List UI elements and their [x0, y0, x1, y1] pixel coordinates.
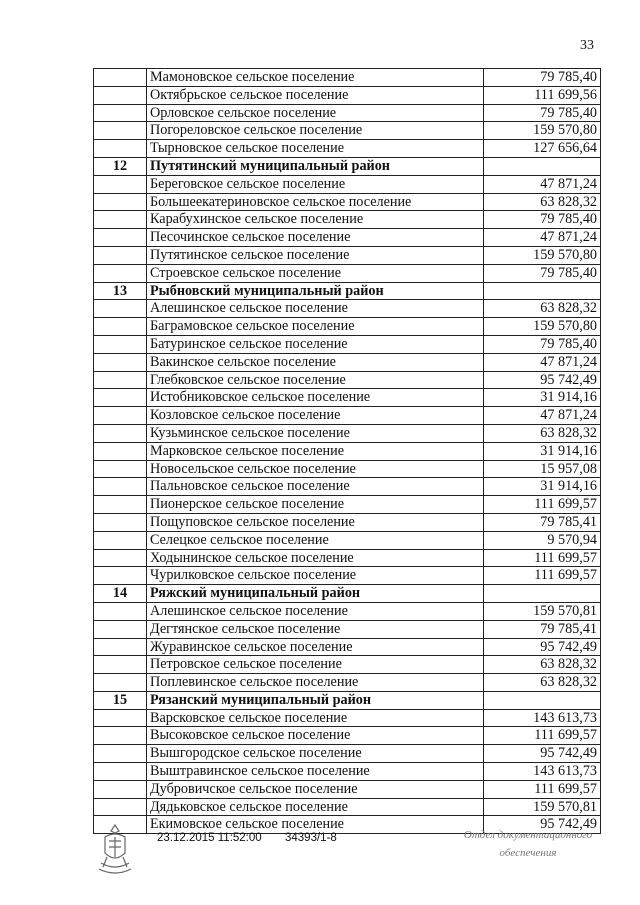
- row-name: Выштравинское сельское поселение: [147, 763, 484, 781]
- row-name: Пионерское сельское поселение: [147, 496, 484, 514]
- row-value: 79 785,40: [484, 264, 601, 282]
- row-name: Новосельское сельское поселение: [147, 460, 484, 478]
- row-value: 47 871,24: [484, 175, 601, 193]
- row-name: Высоковское сельское поселение: [147, 727, 484, 745]
- row-name: Мамоновское сельское поселение: [147, 69, 484, 87]
- row-name: Поплевинское сельское поселение: [147, 674, 484, 692]
- row-value: [484, 691, 601, 709]
- row-value: 111 699,57: [484, 567, 601, 585]
- page-footer: [95, 823, 615, 883]
- row-name: Тырновское сельское поселение: [147, 140, 484, 158]
- settlement-row: [94, 727, 601, 745]
- settlement-row: [94, 335, 601, 353]
- row-value: 159 570,80: [484, 318, 601, 336]
- settlement-row: [94, 531, 601, 549]
- row-value: 159 570,81: [484, 798, 601, 816]
- row-number: 12: [94, 157, 147, 175]
- row-name: Алешинское сельское поселение: [147, 602, 484, 620]
- settlement-row: [94, 371, 601, 389]
- row-name: Баграмовское сельское поселение: [147, 318, 484, 336]
- row-name: Ряжский муниципальный район: [147, 585, 484, 603]
- row-number: [94, 140, 147, 158]
- row-number: [94, 389, 147, 407]
- row-value: 143 613,73: [484, 763, 601, 781]
- row-number: [94, 300, 147, 318]
- row-name: Дубровичское сельское поселение: [147, 780, 484, 798]
- row-value: 31 914,16: [484, 389, 601, 407]
- table-body: [94, 69, 601, 834]
- row-name: Песочинское сельское поселение: [147, 229, 484, 247]
- district-row: [94, 585, 601, 603]
- row-value: 111 699,57: [484, 496, 601, 514]
- row-number: [94, 104, 147, 122]
- settlement-row: [94, 674, 601, 692]
- settlement-row: [94, 460, 601, 478]
- row-value: 63 828,32: [484, 193, 601, 211]
- row-number: [94, 513, 147, 531]
- row-number: [94, 193, 147, 211]
- row-number: 15: [94, 691, 147, 709]
- row-name: Дегтянское сельское поселение: [147, 620, 484, 638]
- row-value: 47 871,24: [484, 353, 601, 371]
- row-number: [94, 478, 147, 496]
- row-number: [94, 229, 147, 247]
- settlement-row: [94, 86, 601, 104]
- row-number: [94, 727, 147, 745]
- row-name: Карабухинское сельское поселение: [147, 211, 484, 229]
- row-name: Селецкое сельское поселение: [147, 531, 484, 549]
- row-name: Октябрьское сельское поселение: [147, 86, 484, 104]
- timestamp: 23.12.2015 11:52:00: [157, 832, 262, 844]
- settlement-row: [94, 69, 601, 87]
- row-number: [94, 460, 147, 478]
- row-number: [94, 86, 147, 104]
- row-name: Журавинское сельское поселение: [147, 638, 484, 656]
- settlement-row: [94, 407, 601, 425]
- row-value: 159 570,80: [484, 122, 601, 140]
- row-number: [94, 353, 147, 371]
- settlement-row: [94, 780, 601, 798]
- row-name: Строевское сельское поселение: [147, 264, 484, 282]
- settlement-row: [94, 122, 601, 140]
- row-name: Большеекатериновское сельское поселение: [147, 193, 484, 211]
- row-number: [94, 674, 147, 692]
- row-name: Рыбновский муниципальный район: [147, 282, 484, 300]
- row-value: 31 914,16: [484, 442, 601, 460]
- row-name: Береговское сельское поселение: [147, 175, 484, 193]
- settlement-row: [94, 353, 601, 371]
- row-number: [94, 496, 147, 514]
- row-name: Ходынинское сельское поселение: [147, 549, 484, 567]
- row-number: [94, 264, 147, 282]
- allocation-table: [93, 68, 601, 834]
- row-value: 9 570,94: [484, 531, 601, 549]
- row-number: [94, 638, 147, 656]
- department-line-1: Отдел документационного: [463, 829, 593, 841]
- row-number: [94, 335, 147, 353]
- row-number: 13: [94, 282, 147, 300]
- settlement-row: [94, 211, 601, 229]
- row-number: [94, 780, 147, 798]
- settlement-row: [94, 424, 601, 442]
- district-row: [94, 282, 601, 300]
- row-name: Марковское сельское поселение: [147, 442, 484, 460]
- row-value: 95 742,49: [484, 745, 601, 763]
- settlement-row: [94, 798, 601, 816]
- row-name: Глебковское сельское поселение: [147, 371, 484, 389]
- row-value: 143 613,73: [484, 709, 601, 727]
- row-number: [94, 531, 147, 549]
- row-name: Рязанский муниципальный район: [147, 691, 484, 709]
- department-line-2: обеспечения: [499, 847, 557, 859]
- settlement-row: [94, 567, 601, 585]
- settlement-row: [94, 300, 601, 318]
- row-number: [94, 602, 147, 620]
- settlement-row: [94, 602, 601, 620]
- row-value: 95 742,49: [484, 638, 601, 656]
- row-value: 111 699,56: [484, 86, 601, 104]
- row-name: Варсковское сельское поселение: [147, 709, 484, 727]
- settlement-row: [94, 549, 601, 567]
- row-number: [94, 549, 147, 567]
- settlement-row: [94, 442, 601, 460]
- row-name: Погореловское сельское поселение: [147, 122, 484, 140]
- row-name: Истобниковское сельское поселение: [147, 389, 484, 407]
- row-number: [94, 69, 147, 87]
- row-name: Орловское сельское поселение: [147, 104, 484, 122]
- row-value: 159 570,81: [484, 602, 601, 620]
- department-stamp: [453, 826, 603, 862]
- row-name: Екимовское сельское поселение: [147, 816, 484, 834]
- row-value: 111 699,57: [484, 727, 601, 745]
- row-number: [94, 246, 147, 264]
- row-value: 63 828,32: [484, 656, 601, 674]
- settlement-row: [94, 264, 601, 282]
- row-value: 79 785,40: [484, 104, 601, 122]
- row-value: 127 656,64: [484, 140, 601, 158]
- settlement-row: [94, 513, 601, 531]
- settlement-row: [94, 175, 601, 193]
- row-number: [94, 318, 147, 336]
- row-value: 159 570,80: [484, 246, 601, 264]
- settlement-row: [94, 318, 601, 336]
- row-number: [94, 371, 147, 389]
- row-value: 79 785,40: [484, 211, 601, 229]
- row-value: 79 785,41: [484, 620, 601, 638]
- row-value: 79 785,41: [484, 513, 601, 531]
- row-value: 31 914,16: [484, 478, 601, 496]
- settlement-row: [94, 763, 601, 781]
- row-name: Чурилковское сельское поселение: [147, 567, 484, 585]
- row-value: [484, 585, 601, 603]
- settlement-row: [94, 620, 601, 638]
- row-name: Вышгородское сельское поселение: [147, 745, 484, 763]
- row-number: [94, 567, 147, 585]
- settlement-row: [94, 478, 601, 496]
- row-number: [94, 620, 147, 638]
- row-name: Вакинское сельское поселение: [147, 353, 484, 371]
- row-value: 79 785,40: [484, 335, 601, 353]
- row-value: 111 699,57: [484, 549, 601, 567]
- row-value: 47 871,24: [484, 229, 601, 247]
- row-value: 47 871,24: [484, 407, 601, 425]
- settlement-row: [94, 745, 601, 763]
- row-number: 14: [94, 585, 147, 603]
- row-name: Кузьминское сельское поселение: [147, 424, 484, 442]
- row-name: Путятинский муниципальный район: [147, 157, 484, 175]
- row-value: 95 742,49: [484, 371, 601, 389]
- row-value: 63 828,32: [484, 674, 601, 692]
- row-name: Козловское сельское поселение: [147, 407, 484, 425]
- row-value: 15 957,08: [484, 460, 601, 478]
- document-number: 34393/1-8: [285, 832, 337, 844]
- settlement-row: [94, 229, 601, 247]
- row-value: [484, 282, 601, 300]
- row-value: 95 742,49: [484, 816, 601, 834]
- row-name: Пальновское сельское поселение: [147, 478, 484, 496]
- settlement-row: [94, 246, 601, 264]
- district-row: [94, 157, 601, 175]
- row-number: [94, 175, 147, 193]
- settlement-row: [94, 104, 601, 122]
- coat-of-arms-icon: [95, 823, 135, 879]
- settlement-row: [94, 656, 601, 674]
- settlement-row: [94, 140, 601, 158]
- row-number: [94, 442, 147, 460]
- row-number: [94, 763, 147, 781]
- settlement-row: [94, 389, 601, 407]
- row-value: 111 699,57: [484, 780, 601, 798]
- row-number: [94, 122, 147, 140]
- row-number: [94, 424, 147, 442]
- row-number: [94, 798, 147, 816]
- row-number: [94, 211, 147, 229]
- row-name: Путятинское сельское поселение: [147, 246, 484, 264]
- district-row: [94, 691, 601, 709]
- row-value: 79 785,40: [484, 69, 601, 87]
- row-number: [94, 709, 147, 727]
- row-name: Дядьковское сельское поселение: [147, 798, 484, 816]
- row-name: Петровское сельское поселение: [147, 656, 484, 674]
- row-name: Алешинское сельское поселение: [147, 300, 484, 318]
- settlement-row: [94, 496, 601, 514]
- row-value: 63 828,32: [484, 300, 601, 318]
- row-number: [94, 745, 147, 763]
- row-number: [94, 407, 147, 425]
- row-value: [484, 157, 601, 175]
- page-number: 33: [580, 38, 594, 53]
- row-name: Пощуповское сельское поселение: [147, 513, 484, 531]
- row-number: [94, 656, 147, 674]
- row-name: Батуринское сельское поселение: [147, 335, 484, 353]
- settlement-row: [94, 709, 601, 727]
- settlement-row: [94, 193, 601, 211]
- settlement-row: [94, 638, 601, 656]
- row-value: 63 828,32: [484, 424, 601, 442]
